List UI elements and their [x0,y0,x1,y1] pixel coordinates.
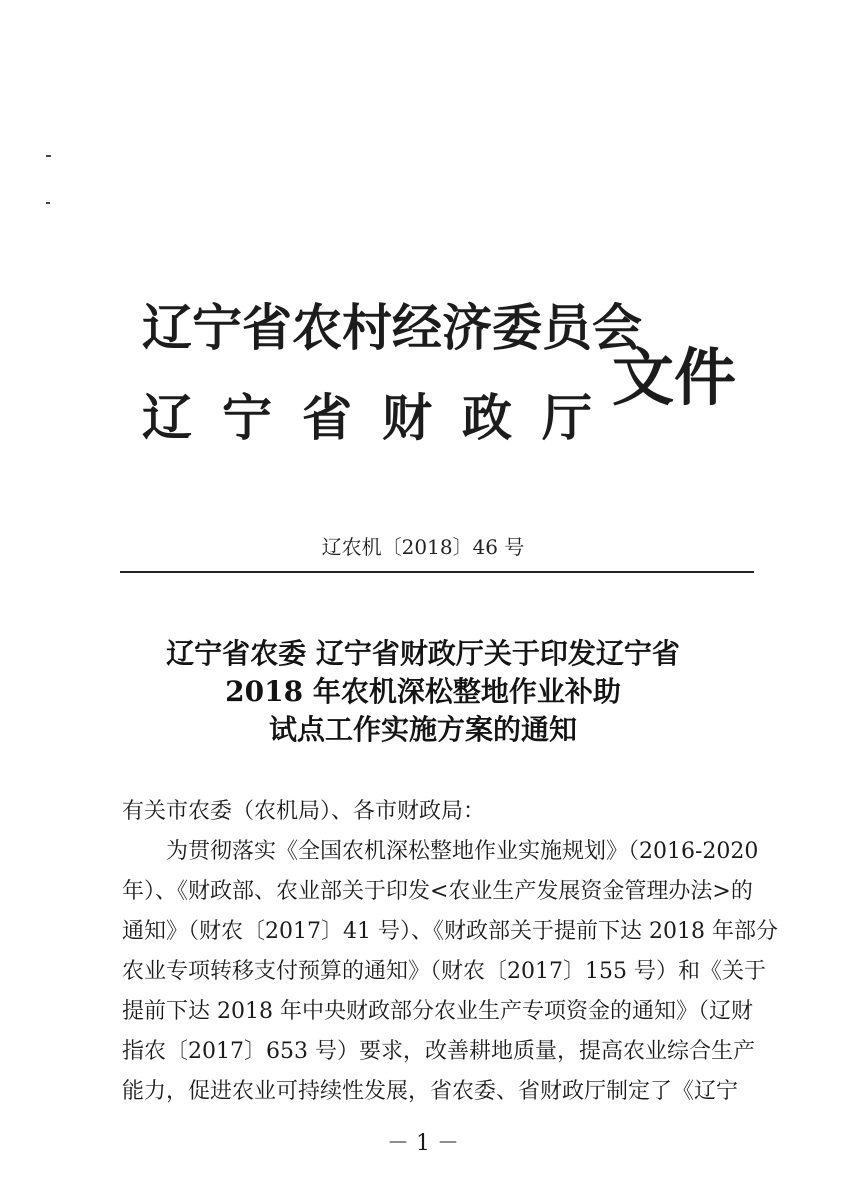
body-line: 年）、《财政部、农业部关于印发<农业生产发展资金管理办法>的 [122,879,753,904]
body-paragraph [122,832,778,1112]
title-line-3: 试点工作实施方案的通知 [268,713,577,746]
salutation: 有关市农委（农机局）、各市财政局： [122,799,486,824]
scan-speck [46,202,50,204]
issuer-line-2: 辽宁省财政厅 [142,388,592,447]
document-number: 辽农机〔2018〕46 号 [321,535,525,559]
body-line: 提前下达 2018 年中央财政部分农业生产专项资金的通知》（辽财 [122,999,753,1024]
body-line: 能力，促进农业可持续性发展，省农委、省财政厅制定了《辽宁 [122,1079,739,1104]
title-line-1: 辽宁省农委 辽宁省财政厅关于印发辽宁省 [166,637,680,670]
body-line: 农业专项转移支付预算的通知》（财农〔2017〕155 号）和《关于 [122,959,766,984]
body-line: 通知》（财农〔2017〕41 号）、《财政部关于提前下达 2018 年部分 [122,919,778,944]
document-body [122,792,778,1112]
title-line-2: 2018 年农机深松整地作业补助 [225,675,621,708]
issuer-line-1: 辽宁省农村经济委员会 [142,298,642,357]
document-type-label: 文件 [612,341,737,414]
page-number: － 1 － [387,1131,459,1156]
issuer-header [142,288,762,463]
body-line: 为贯彻落实《全国农机深松整地作业实施规划》（2016-2020 [166,839,759,864]
header-divider [120,571,754,573]
body-line: 指农〔2017〕653 号）要求，改善耕地质量，提高农业综合生产 [122,1039,755,1064]
document-title [0,635,846,749]
scan-speck [46,155,51,157]
